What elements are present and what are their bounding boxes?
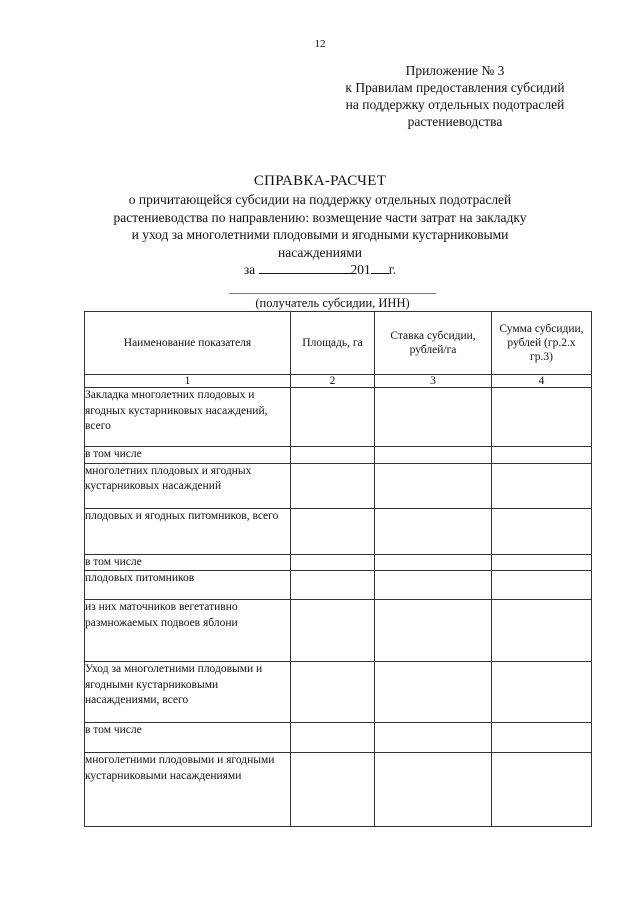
area-cell[interactable] [291,554,375,571]
appendix-title: Приложение № 3 [405,63,505,78]
rate-cell[interactable] [375,571,492,600]
table-row [85,753,592,827]
rate-cell[interactable] [375,463,492,508]
rate-cell[interactable] [375,662,492,723]
header-rate: Ставка субсидии, рублей/га [375,312,492,375]
sum-cell[interactable] [492,662,592,723]
row-label: многолетними плодовыми и ягодными кустарниковыми насаждениями [85,753,291,827]
row-label: в том числе [85,554,291,571]
table-row [85,463,592,508]
sum-cell[interactable] [492,554,592,571]
table-row [85,508,592,554]
area-cell[interactable] [291,600,375,662]
table-row [85,662,592,723]
area-cell[interactable] [291,662,375,723]
rate-cell[interactable] [375,723,492,753]
header-area: Площадь, га [291,312,375,375]
row-label: из них маточников вегетативно размножаемых подвоев яблони [85,600,291,662]
document-title: СПРАВКА-РАСЧЕТ [253,173,387,189]
period-prefix: за [243,262,256,277]
table-row [85,723,592,753]
area-cell[interactable] [291,571,375,600]
period-line [60,261,580,279]
column-number: 1 [85,375,291,388]
column-number: 3 [375,375,492,388]
recipient-caption: (получатель субсидии, ИНН) [255,296,410,310]
column-number: 2 [291,375,375,388]
table-header-row [85,312,592,375]
sum-cell[interactable] [492,753,592,827]
header-sum: Сумма субсидии, рублей (гр.2.х гр.3) [492,312,592,375]
appendix-block [320,62,590,130]
sum-cell[interactable] [492,571,592,600]
sum-cell[interactable] [492,388,592,447]
title-block [60,172,580,279]
page-number: 12 [314,38,326,50]
subtitle-line: насаждениями [278,244,362,260]
recipient-field[interactable] [229,293,436,294]
row-label: в том числе [85,723,291,753]
area-cell[interactable] [291,508,375,554]
area-cell[interactable] [291,463,375,508]
area-cell[interactable] [291,753,375,827]
appendix-line: на поддержку отдельных подотраслей [345,97,565,112]
row-label: Уход за многолетними плодовыми и ягодными кустарниковыми насаждениями, всего [85,662,291,723]
subsidy-table [84,311,592,827]
appendix-line: растениеводства [407,114,503,129]
column-number-row [85,375,592,388]
column-number: 4 [492,375,592,388]
area-cell[interactable] [291,388,375,447]
period-suffix: г. [388,262,397,277]
table-row [85,388,592,447]
period-year-prefix: 201 [350,262,371,277]
sum-cell[interactable] [492,508,592,554]
subtitle-line: и уход за многолетними плодовыми и ягодными кустарниковыми [131,227,509,242]
header-indicator-name: Наименование показателя [85,312,291,375]
period-blank[interactable] [259,261,351,274]
sum-cell[interactable] [492,600,592,662]
sum-cell[interactable] [492,723,592,753]
row-label: в том числе [85,447,291,464]
table-row [85,554,592,571]
table-row [85,600,592,662]
table-row [85,571,592,600]
rate-cell[interactable] [375,508,492,554]
rate-cell[interactable] [375,447,492,464]
row-label: плодовых питомников [85,571,291,600]
rate-cell[interactable] [375,600,492,662]
period-year-blank[interactable] [371,261,389,274]
sum-cell[interactable] [492,447,592,464]
subtitle-line: о причитающейся субсидии на поддержку отдельных подотраслей [128,192,512,207]
sum-cell[interactable] [492,463,592,508]
rate-cell[interactable] [375,554,492,571]
appendix-line: к Правилам предоставления субсидий [345,80,565,95]
row-label: плодовых и ягодных питомников, всего [85,508,291,554]
table-row [85,447,592,464]
area-cell[interactable] [291,447,375,464]
rate-cell[interactable] [375,753,492,827]
rate-cell[interactable] [375,388,492,447]
row-label: многолетних плодовых и ягодных кустарниковых насаждений [85,463,291,508]
area-cell[interactable] [291,723,375,753]
document-subtitle [60,191,580,261]
row-label: Закладка многолетних плодовых и ягодных кустарниковых насаждений, всего [85,388,291,447]
subtitle-line: растениеводства по направлению: возмещение части затрат на закладку [113,209,527,225]
